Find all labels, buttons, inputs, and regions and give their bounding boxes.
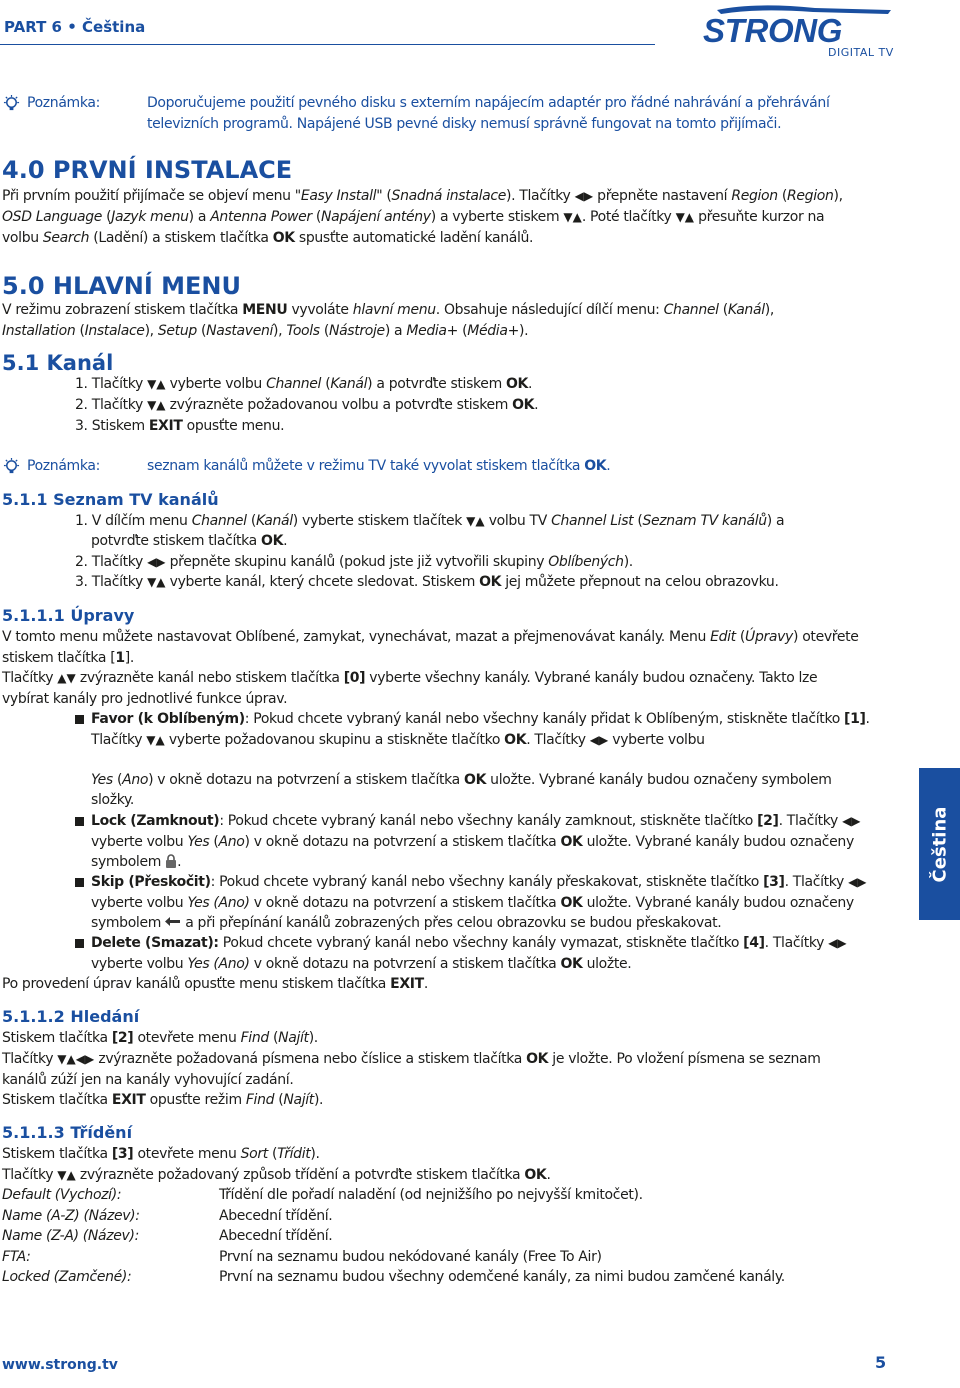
arrow-down-up-icon: ▼▲ [466,514,485,528]
bullet-item-continuation: složky. [91,792,134,808]
section-heading-5-1-1: 5.1.1 Seznam TV kanálů [2,490,219,509]
list-item: 2. Tlačítky ◀▶ přepněte skupinu kanálů (pokud jste již vytvořili skupiny Oblíbených). [75,554,633,570]
arrow-keys-icon: ▼▲◀▶ [57,1052,95,1066]
list-item: 1. V dílčím menu Channel (Kanál) vyberte stiskem tlačítek ▼▲ volbu TV Channel List (Seznam TV kanálů) a [75,513,785,529]
language-side-tab-label: Čeština [929,806,950,882]
sort-term: FTA: [2,1249,31,1265]
section-heading-5-1: 5.1 Kanál [2,351,114,375]
note-text-line: Doporučujeme použití pevného disku s externím napájecím adaptér pro řádné nahrávání a přehrávání [147,95,830,111]
skip-icon [165,917,181,927]
arrow-down-up-icon: ▼▲ [147,377,166,391]
paragraph-line: Po provedení úprav kanálů opusťte menu stiskem tlačítka EXIT. [2,976,428,992]
bullet-item-continuation: symbolem a při přepínání kanálů zobrazených přes celou obrazovku se budou přeskakovat. [91,915,722,931]
paragraph-line: Installation (Instalace), Setup (Nastavení), Tools (Nástroje) a Media+ (Média+). [2,323,529,339]
paragraph-line: Stiskem tlačítka EXIT opusťte režim Find (Najít). [2,1092,324,1108]
bullet-item-continuation: vyberte volbu Yes (Ano) v okně dotazu na potvrzení a stiskem tlačítka OK uložte. [91,956,632,972]
sort-desc: První na seznamu budou nekódované kanály (Free To Air) [219,1249,602,1265]
arrow-left-right-icon: ◀▶ [828,936,847,950]
arrow-down-up-icon: ▼▲ [563,210,582,224]
arrow-left-right-icon: ◀▶ [848,875,867,889]
bullet-item-continuation: vyberte volbu Yes (Ano) v okně dotazu na potvrzení a stiskem tlačítka OK uložte. Vybrané kanály budou označeny [91,834,854,850]
paragraph-line: volbu Search (Ladění) a stiskem tlačítka OK spusťte automatické ladění kanálů. [2,230,534,246]
bullet-item: Lock (Zamknout): Pokud chcete vybraný kanál nebo všechny kanály zamknout, stiskněte tlačítko [2]. Tlačítky ◀▶ [91,813,861,829]
arrow-left-right-icon: ◀▶ [589,733,609,747]
section-heading-4-0: 4.0 PRVNÍ INSTALACE [2,156,293,184]
bullet-item-continuation: Yes (Ano) v okně dotazu na potvrzení a stiskem tlačítka OK uložte. Vybrané kanály budou označeny symbolem [91,772,832,788]
sort-desc: První na seznamu budou všechny odemčené kanály, za nimi budou zamčené kanály. [219,1269,785,1285]
sort-desc: Abecední třídění. [219,1228,333,1244]
bullet-item: Skip (Přeskočit): Pokud chcete vybraný kanál nebo všechny kanály přeskakovat, stiskněte tlačítko [3]. Tlačítky ◀▶ [91,874,867,890]
list-item: 1. Tlačítky ▼▲ vyberte volbu Channel (Kanál) a potvrďte stiskem OK. [75,376,533,392]
sort-term: Default (Vychozí): [2,1187,122,1203]
bullet-item-continuation: vyberte volbu Yes (Ano) v okně dotazu na potvrzení a stiskem tlačítka OK uložte. Vybrané kanály budou označeny [91,895,854,911]
section-heading-5-0: 5.0 HLAVNÍ MENU [2,272,241,300]
bullet-item: Delete (Smazat): Pokud chcete vybraný kanál nebo všechny kanály vymazat, stiskněte tlačítko [4]. Tlačítky ◀▶ [91,935,847,951]
paragraph-line: V tomto menu můžete nastavovat Oblíbené, zamykat, vynechávat, mazat a přejmenovávat kanály. Menu Edit (Úpravy) otevřete [2,629,859,645]
arrow-up-down-icon: ▲▼ [57,671,76,685]
note-label: Poznámka: [27,95,100,111]
sort-term: Locked (Zamčené): [2,1269,132,1285]
list-item: 2. Tlačítky ▼▲ zvýrazněte požadovanou volbu a potvrďte stiskem OK. [75,397,539,413]
footer-url[interactable]: www.strong.tv [2,1357,118,1373]
bullet-square-icon [75,878,84,887]
paragraph-line: Tlačítky ▼▲◀▶ zvýrazněte požadovaná písmena nebo číslice a stiskem tlačítka OK je vložte. Po vložení písmena se seznam [2,1051,821,1067]
note-icon [3,458,20,475]
paragraph-line: Tlačítky ▼▲ zvýrazněte požadovaný způsob třídění a potvrďte stiskem tlačítka OK. [2,1167,551,1183]
section-heading-5-1-1-3: 5.1.1.3 Třídění [2,1123,133,1142]
sort-desc: Abecední třídění. [219,1208,333,1224]
section-heading-5-1-1-2: 5.1.1.2 Hledání [2,1007,140,1026]
arrow-down-up-icon: ▼▲ [57,1168,76,1182]
arrow-down-up-icon: ▼▲ [147,398,166,412]
list-item: 3. Tlačítky ▼▲ vyberte kanál, který chcete sledovat. Stiskem OK jej můžete přepnout na celou obrazovku. [75,574,779,590]
paragraph-line: Stiskem tlačítka [3] otevřete menu Sort (Třídit). [2,1146,320,1162]
header-rule [0,44,655,45]
note-text-line: televizních programů. Napájené USB pevné disky nemusí správně fungovat na tomto přijímači. [147,116,782,132]
paragraph-line: kanálů zúží jen na kanály vyhovující zadání. [2,1072,294,1088]
list-item-continuation: potvrďte stiskem tlačítka OK. [91,533,288,549]
brand-wordmark: STRONG [703,12,843,49]
note-text-line: seznam kanálů můžete v režimu TV také vyvolat stiskem tlačítka OK. [147,458,611,474]
paragraph-line: Stiskem tlačítka [2] otevřete menu Find (Najít). [2,1030,318,1046]
arrow-down-up-icon: ▼▲ [675,210,695,224]
arrow-left-right-icon: ◀▶ [147,555,166,569]
paragraph-line: OSD Language (Jazyk menu) a Antenna Power (Napájení antény) a vyberte stiskem ▼▲. Poté tlačítky ▼▲ přesuňte kurzor na [2,209,825,225]
note-icon [3,95,20,112]
section-heading-5-1-1-1: 5.1.1.1 Úpravy [2,606,135,625]
paragraph-line: Při prvním použití přijímače se objeví menu "Easy Install" (Snadná instalace). Tlačítky ◀▶ přepněte nastavení Region (Region), [2,188,843,204]
paragraph-line: vybírat kanály pro jednotlivé funkce úprav. [2,691,288,707]
arrow-down-up-icon: ▼▲ [147,575,166,589]
paragraph-line: stiskem tlačítka [1]. [2,650,134,666]
bullet-item: Favor (k Oblíbeným): Pokud chcete vybraný kanál nebo všechny kanály přidat k Oblíbeným, stiskněte tlačítko [1]. [91,711,870,727]
part-header: PART 6 • Čeština [4,18,146,36]
arrow-left-right-icon: ◀▶ [842,814,861,828]
bullet-item-continuation: Tlačítky ▼▲ vyberte požadovanou skupinu a stiskněte tlačítko OK. Tlačítky ◀▶ vyberte volbu [91,732,705,748]
paragraph-line: Tlačítky ▲▼ zvýrazněte kanál nebo stiskem tlačítka [0] vyberte všechny kanály. Vybrané kanály budou označeny. Takto lze [2,670,818,686]
paragraph-line: V režimu zobrazení stiskem tlačítka MENU vyvoláte hlavní menu. Obsahuje následující dílčí menu: Channel (Kanál), [2,302,774,318]
page-number: 5 [875,1353,887,1372]
note-label: Poznámka: [27,458,100,474]
arrow-left-right-icon: ◀▶ [574,189,594,203]
arrow-down-up-icon: ▼▲ [146,733,165,747]
sort-term: Name (Z-A) (Název): [2,1228,139,1244]
list-item: 3. Stiskem EXIT opusťte menu. [75,418,285,434]
bullet-square-icon [75,939,84,948]
sort-term: Name (A-Z) (Název): [2,1208,140,1224]
bullet-square-icon [75,715,84,724]
brand-subtitle: DIGITAL TV [828,46,894,59]
bullet-item-continuation: symbolem . [91,854,182,870]
bullet-square-icon [75,817,84,826]
sort-desc: Třídění dle pořadí naladění (od nejnižšího po nejvyšší kmitočet). [219,1187,643,1203]
lock-icon [165,854,177,868]
